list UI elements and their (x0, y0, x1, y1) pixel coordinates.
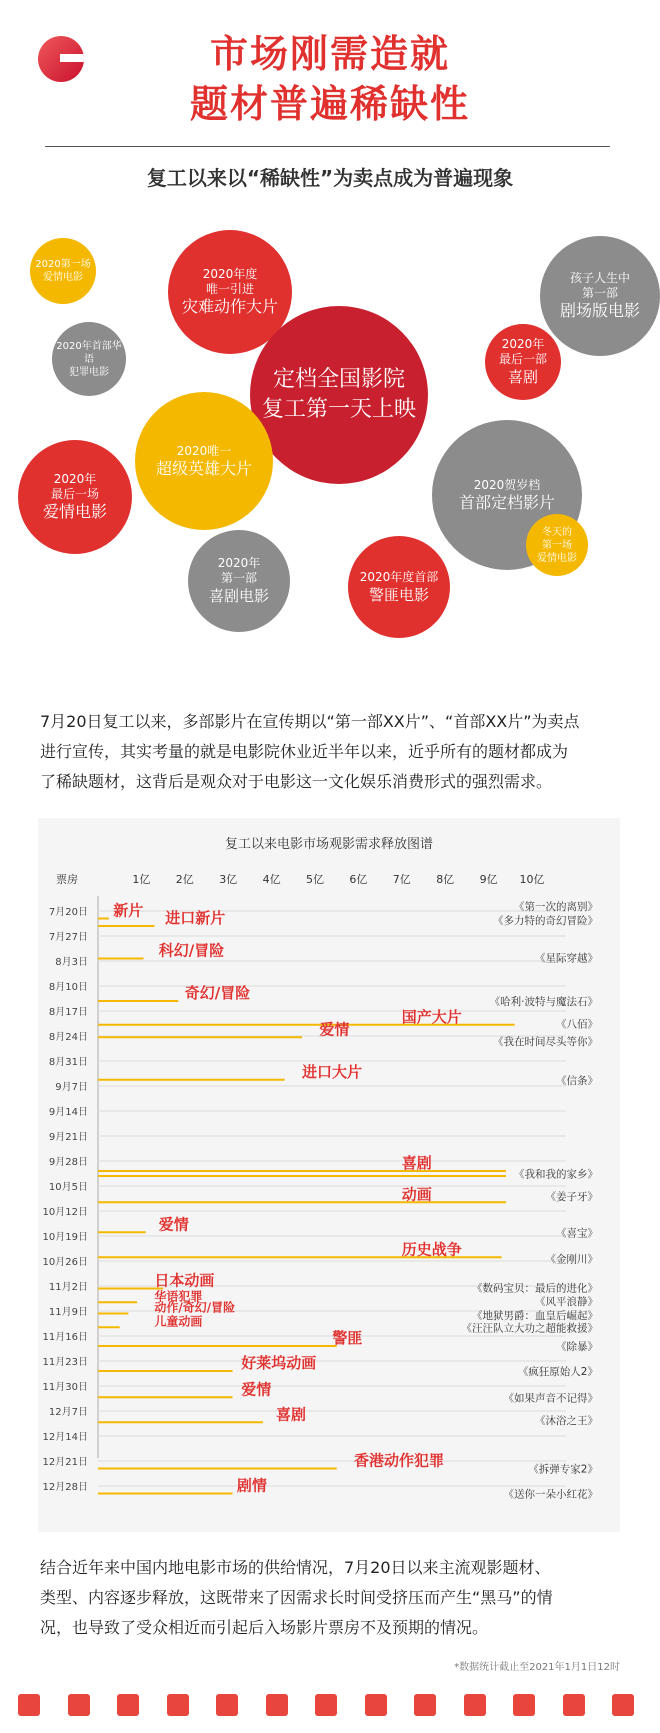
genre-label: 日本动画 (154, 1271, 215, 1290)
date-label: 11月9日 (48, 1307, 88, 1318)
film-label: 《汪汪队立大功之超能救援》 (461, 1322, 598, 1335)
decor-square (612, 1694, 634, 1716)
film-label: 《拆弹专家2》 (528, 1463, 598, 1476)
genre-label: 喜剧 (401, 1154, 432, 1172)
bubble-text: 爱情电影 (537, 552, 577, 564)
date-label: 10月19日 (42, 1232, 88, 1243)
genre-label: 新片 (113, 901, 144, 920)
film-label: 《我在时间尽头等你》 (493, 1036, 598, 1048)
film-label: 《哈利·波特与魔法石》 (489, 996, 598, 1008)
bubble-5 (485, 324, 561, 400)
bubble-text: 灾难动作大片 (181, 297, 278, 316)
bubble-text: 最后一场 (50, 487, 99, 501)
date-label: 9月14日 (48, 1107, 88, 1118)
decor-square (266, 1694, 288, 1716)
bubble-10 (526, 514, 588, 576)
bubble-text: 警匪电影 (368, 585, 429, 604)
film-label: 《风平浪静》 (535, 1296, 598, 1308)
conclusion-line: 类型、内容逐步释放，这既带来了因需求长时间受挤压而产生“黑马”的情 (40, 1588, 553, 1607)
film-label: 《八佰》 (556, 1018, 598, 1031)
date-label: 12月14日 (42, 1432, 88, 1443)
genre-label: 儿童动画 (154, 1314, 203, 1329)
bubble-text: 冬天的 (542, 526, 572, 538)
film-label: 《沐浴之王》 (535, 1414, 598, 1427)
decor-square (315, 1694, 337, 1716)
bubble-text: 2020第一场 (35, 259, 91, 270)
date-label: 11月23日 (42, 1357, 88, 1368)
bubble-text: 2020年度首部 (359, 569, 439, 584)
section-subtitle: 复工以来以“稀缺性”为卖点成为普遍现象 (146, 166, 514, 190)
bubble-8 (18, 440, 132, 554)
bubble-1 (30, 238, 96, 304)
decor-square (513, 1694, 535, 1716)
bubble-3 (540, 236, 660, 356)
title-divider (45, 146, 610, 147)
date-label: 11月2日 (48, 1282, 88, 1293)
genre-label: 好莱坞动画 (241, 1354, 317, 1372)
chart-panel (38, 818, 620, 1532)
genre-label: 爱情 (319, 1020, 350, 1039)
bubble-text: 喜剧电影 (208, 587, 269, 605)
decor-square (68, 1694, 90, 1716)
decor-square (414, 1694, 436, 1716)
x-tick-label: 4亿 (262, 873, 281, 886)
intro-line: 进行宣传，其实考量的就是电影院休业近半年以来，近乎所有的题材都成为 (40, 742, 569, 761)
bubble-text: 喜剧 (507, 368, 538, 386)
bubble-text: 最后一部 (498, 352, 547, 366)
axis-label: 票房 (56, 873, 78, 886)
date-label: 9月7日 (55, 1082, 88, 1093)
genre-label: 香港动作犯罪 (354, 1451, 445, 1470)
page-title-line1: 市场刚需造就 (209, 32, 450, 76)
bubble-text: 爱情电影 (42, 502, 107, 521)
bubble-text: 2020年 (53, 472, 97, 486)
bubble-text: 唯一引进 (205, 282, 254, 296)
bubble-text: 首部定档影片 (458, 492, 555, 512)
film-label: 《姜子牙》 (545, 1191, 598, 1203)
conclusion-line: 况，也导致了受众相近而引起后入场影片票房不及预期的情况。 (40, 1618, 489, 1637)
genre-label: 爱情 (241, 1380, 272, 1399)
film-label: 《如果声音不记得》 (503, 1392, 598, 1405)
bubble-text: 犯罪电影 (69, 366, 109, 378)
genre-label: 剧情 (236, 1476, 267, 1495)
film-label: 《疯狂原始人2》 (517, 1366, 598, 1378)
x-tick-label: 9亿 (479, 873, 498, 886)
page-title-line2: 题材普遍稀缺性 (189, 82, 470, 126)
genre-label: 奇幻/冒险 (184, 984, 251, 1002)
x-tick-label: 1亿 (132, 873, 151, 886)
date-label: 8月24日 (48, 1032, 88, 1043)
bubble-text: 剧场版电影 (559, 301, 640, 320)
bubble-12 (348, 536, 450, 638)
film-label: 《数码宝贝：最后的进化》 (472, 1282, 598, 1295)
date-label: 7月20日 (48, 907, 88, 918)
bubble-text: 复工第一天上映 (261, 397, 416, 422)
bubble-text: 2020年 (217, 556, 261, 570)
intro-paragraph (40, 707, 625, 797)
date-label: 10月12日 (42, 1207, 88, 1218)
date-label: 9月21日 (48, 1132, 88, 1143)
bubble-text: 第一部 (220, 571, 257, 585)
bubble-cluster (0, 200, 660, 700)
bubble-text: 2020年度 (202, 267, 258, 281)
chart-title: 复工以来电影市场观影需求释放图谱 (224, 837, 434, 852)
x-tick-label: 7亿 (392, 873, 411, 886)
genre-label: 历史战争 (401, 1240, 462, 1259)
bubble-7 (135, 392, 273, 530)
date-label: 12月7日 (48, 1407, 88, 1418)
genre-label: 国产大片 (401, 1007, 462, 1026)
x-tick-label: 10亿 (519, 873, 545, 886)
bubble-text: 爱情电影 (43, 272, 83, 283)
intro-line: 7月20日复工以来，多部影片在宣传期以“第一部XX片”、“首部XX片”为卖点 (40, 712, 580, 731)
genre-label: 进口新片 (165, 909, 226, 927)
genre-label: 动画 (401, 1185, 432, 1204)
film-label: 《除暴》 (556, 1341, 598, 1353)
bubble-text: 定档全国影院 (272, 367, 405, 392)
date-label: 7月27日 (48, 932, 88, 943)
date-label: 8月10日 (48, 982, 88, 993)
decor-square (117, 1694, 139, 1716)
decor-square (167, 1694, 189, 1716)
date-label: 8月17日 (48, 1007, 88, 1018)
genre-label: 科幻/冒险 (158, 941, 225, 960)
conclusion-line: 结合近年来中国内地电影市场的供给情况，7月20日以来主流观影题材、 (40, 1558, 551, 1577)
film-label: 《我和我的家乡》 (514, 1168, 598, 1181)
date-label: 8月3日 (55, 957, 88, 968)
bubble-6 (250, 306, 428, 484)
decor-square (464, 1694, 486, 1716)
intro-line: 了稀缺题材，这背后是观众对于电影这一文化娱乐消费形式的强烈需求。 (40, 772, 553, 791)
film-label: 《地狱男爵：血皇后崛起》 (472, 1309, 598, 1322)
date-label: 11月16日 (42, 1332, 88, 1343)
bubble-text: 2020唯一 (176, 443, 232, 458)
bubble-text: 孩子人生中 (569, 271, 630, 285)
bubble-text: 2020年首部华语 (56, 340, 122, 365)
bubble-text: 2020贺岁档 (473, 477, 541, 492)
date-label: 11月30日 (42, 1382, 88, 1393)
film-label: 《金刚川》 (545, 1253, 598, 1266)
date-label: 10月5日 (48, 1182, 88, 1193)
decor-square (216, 1694, 238, 1716)
x-tick-label: 6亿 (349, 873, 368, 886)
release-demand-chart (38, 818, 620, 1532)
genre-label: 警匪 (332, 1329, 363, 1347)
date-label: 9月28日 (48, 1157, 88, 1168)
date-label: 8月31日 (48, 1057, 88, 1068)
genre-label: 动作/奇幻/冒险 (154, 1300, 236, 1315)
bubble-text: 第一场 (542, 539, 572, 551)
film-label: 《信条》 (556, 1074, 598, 1087)
bubble-text: 第一部 (581, 286, 618, 300)
film-label: 《喜宝》 (556, 1227, 598, 1240)
bubble-11 (188, 530, 290, 632)
decor-square (18, 1694, 40, 1716)
decor-square (563, 1694, 585, 1716)
genre-label: 喜剧 (275, 1405, 306, 1424)
genre-label: 爱情 (158, 1215, 189, 1234)
x-tick-label: 3亿 (219, 873, 238, 886)
x-tick-label: 2亿 (175, 873, 194, 886)
date-label: 12月21日 (42, 1457, 88, 1468)
film-label: 《送你一朵小红花》 (503, 1488, 598, 1501)
decor-square (365, 1694, 387, 1716)
film-label: 《多力特的奇幻冒险》 (493, 914, 598, 927)
genre-label: 进口大片 (301, 1062, 362, 1081)
data-footnote: *数据统计截止至2021年1月1日12时 (454, 1662, 620, 1673)
date-label: 12月28日 (42, 1482, 88, 1493)
bubble-text: 2020年 (501, 337, 545, 351)
date-label: 10月26日 (42, 1257, 88, 1268)
x-tick-label: 8亿 (436, 873, 455, 886)
film-label: 《第一次的离别》 (514, 901, 598, 913)
bubble-4 (52, 322, 126, 396)
film-label: 《星际穿越》 (535, 952, 598, 965)
x-tick-label: 5亿 (306, 873, 324, 886)
bubble-text: 超级英雄大片 (155, 458, 252, 478)
genre-label: 华语犯罪 (154, 1289, 203, 1304)
conclusion-paragraph (40, 1553, 625, 1643)
